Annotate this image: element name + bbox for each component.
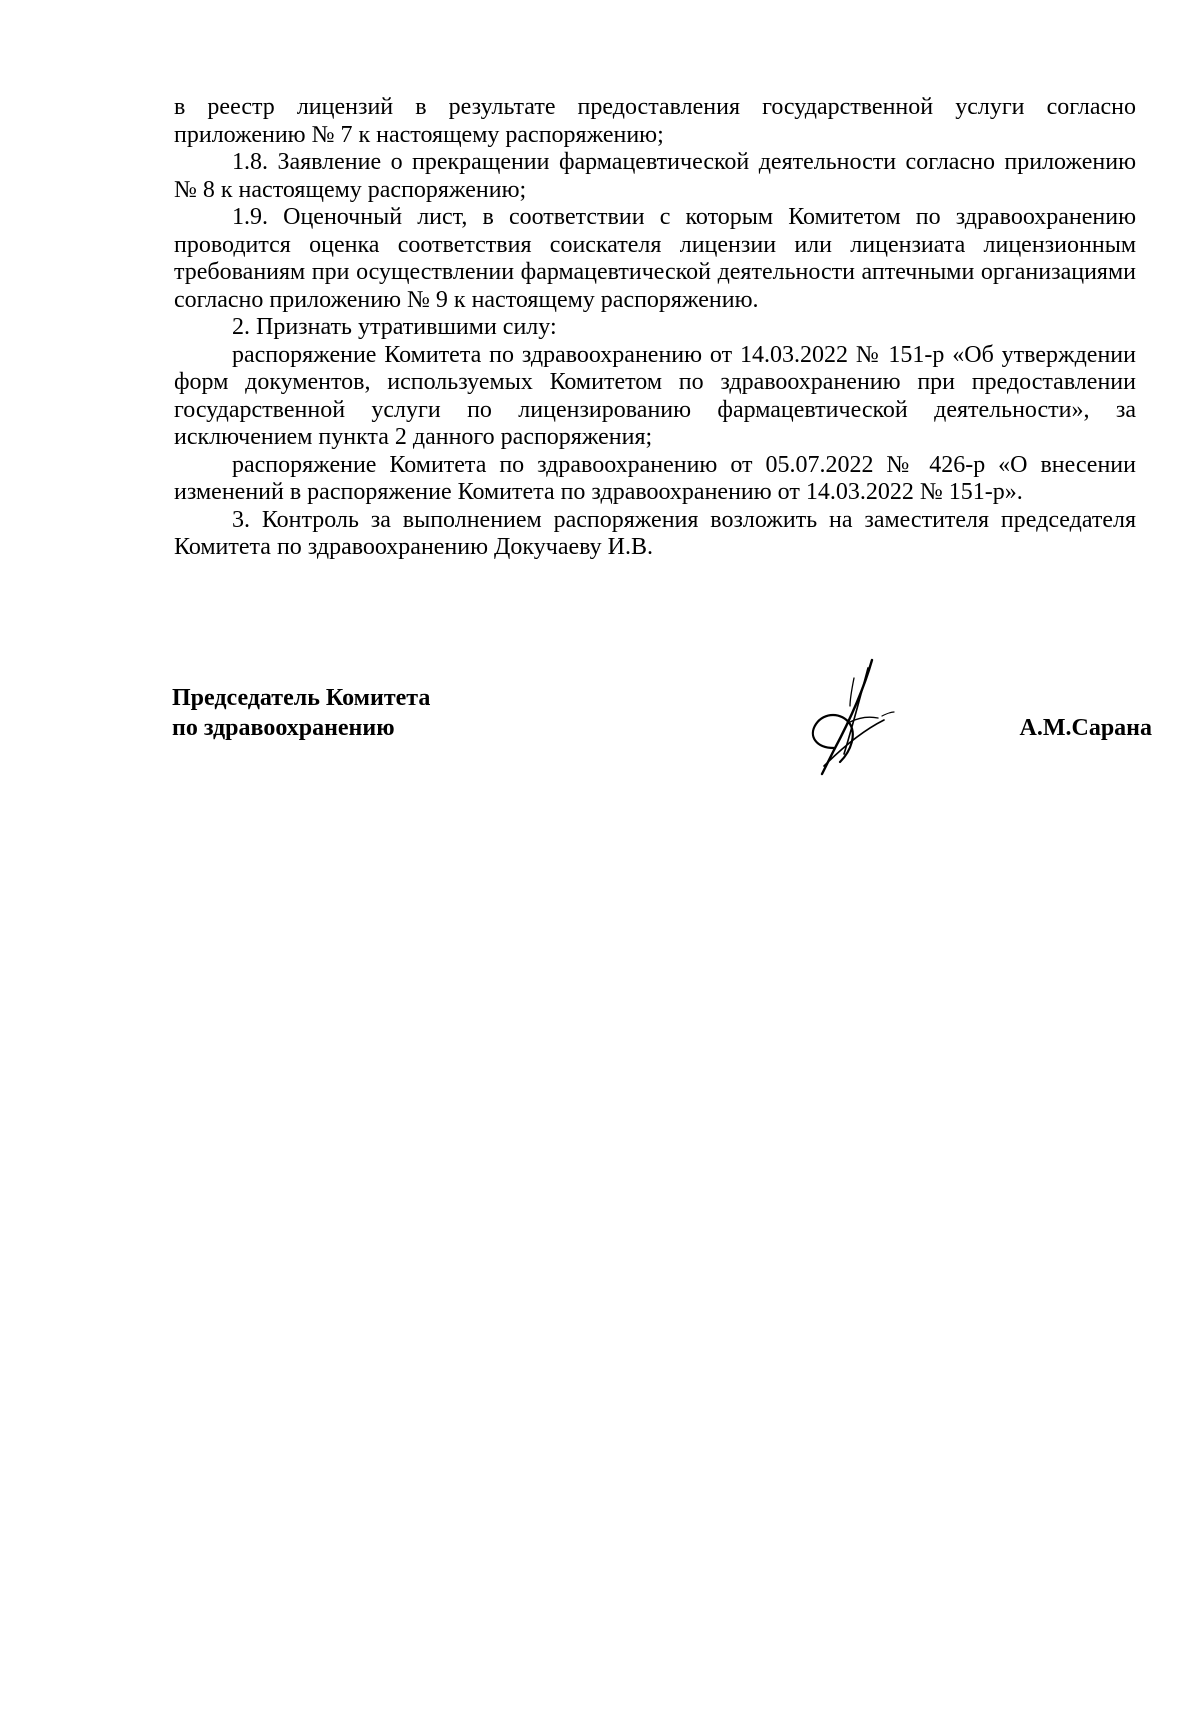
paragraph-repealed-order-426: распоряжение Комитета по здравоохранению от 05.07.2022 № 426-р «О внесении изменений в распоряжение Комитета по здравоохранению от 14.03.2022 № 151-р». xyxy=(174,451,1136,505)
paragraph-item-1-9: 1.9. Оценочный лист, в соответствии с которым Комитетом по здравоохранению проводится оценка соответствия соискателя лицензии или лицензиата лицензионным требованиям при осуществлении фармацевтической деятельности аптечными организациями согласно приложению № 9 к настоящему распоряжению. xyxy=(174,204,1136,313)
document-body xyxy=(174,94,1136,562)
signer-name: А.М.Сарана xyxy=(1019,715,1152,741)
paragraph-item-3: 3. Контроль за выполнением распоряжения возложить на заместителя председателя Комитета по здравоохранению Докучаеву И.В. xyxy=(174,506,1136,560)
paragraph-registry-continuation: в реестр лицензий в результате предоставления государственной услуги согласно приложению № 7 к настоящему распоряжению; xyxy=(174,94,1136,148)
paragraph-item-1-8: 1.8. Заявление о прекращении фармацевтической деятельности согласно приложению № 8 к настоящему распоряжению; xyxy=(174,149,1136,203)
signer-title-line2: по здравоохранению xyxy=(172,715,395,741)
signer-title xyxy=(172,683,430,743)
handwritten-signature-icon xyxy=(794,658,904,776)
signature-block xyxy=(172,683,1152,793)
paragraph-item-2: 2. Признать утратившими силу: xyxy=(232,314,557,340)
signer-title-line1: Председатель Комитета xyxy=(172,685,431,711)
paragraph-repealed-order-151: распоряжение Комитета по здравоохранению от 14.03.2022 № 151-р «Об утверждении форм документов, используемых Комитетом по здравоохранению при предоставлении государственной услуги по лицензированию фармацевтической деятельности», за исключением пункта 2 данного распоряжения; xyxy=(174,341,1136,450)
